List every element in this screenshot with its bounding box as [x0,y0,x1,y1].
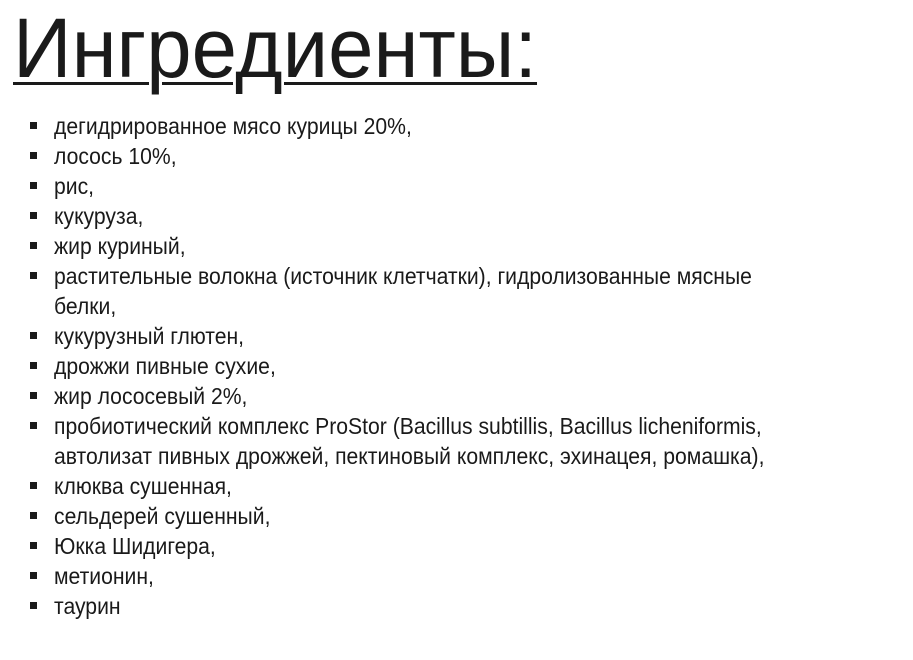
bullet-icon [30,152,37,159]
bullet-icon [30,242,37,249]
list-item [30,111,910,141]
bullet-icon [30,122,37,129]
list-item [30,531,910,561]
bullet-icon [30,542,37,549]
list-item [30,591,910,621]
bullet-icon [30,212,37,219]
bullet-icon [30,272,37,279]
bullet-icon [30,422,37,429]
page-title: Ингредиенты: [13,1,538,95]
ingredient-text: дегидрированное мясо курицы 20%, [54,113,412,139]
bullet-icon [30,572,37,579]
ingredient-text: клюква сушенная, [54,473,232,499]
list-item [30,231,910,261]
ingredient-text: жир куриный, [54,233,186,259]
list-item [30,471,910,501]
list-item [30,561,910,591]
ingredient-text: пробиотический комплекс ProStor (Bacillus subtillis, Bacillus licheniformis, [54,413,762,439]
list-item [30,501,910,531]
list-item [30,141,910,171]
ingredient-text: метионин, [54,563,154,589]
ingredient-text: кукурузный глютен, [54,323,245,349]
ingredient-text-continued: белки, [54,293,117,319]
list-item [30,381,910,411]
ingredient-text: дрожжи пивные сухие, [54,353,276,379]
ingredient-text: таурин [54,593,121,619]
bullet-icon [30,602,37,609]
bullet-icon [30,392,37,399]
bullet-icon [30,512,37,519]
bullet-icon [30,362,37,369]
bullet-icon [30,182,37,189]
ingredient-text-continued: автолизат пивных дрожжей, пектиновый комплекс, эхинацея, ромашка), [54,443,765,469]
list-item [30,201,910,231]
list-item [30,171,910,201]
list-item [30,261,910,321]
list-item [30,321,910,351]
list-item [30,411,910,471]
ingredient-text: кукуруза, [54,203,144,229]
ingredient-text: рис, [54,173,95,199]
ingredient-text: растительные волокна (источник клетчатки), гидролизованные мясные [54,263,752,289]
bullet-icon [30,332,37,339]
list-item [30,351,910,381]
bullet-icon [30,482,37,489]
ingredients-list [30,111,910,621]
ingredient-text: лосось 10%, [54,143,177,169]
ingredient-text: сельдерей сушенный, [54,503,271,529]
ingredient-text: Юкка Шидигера, [54,533,216,559]
ingredient-text: жир лососевый 2%, [54,383,248,409]
